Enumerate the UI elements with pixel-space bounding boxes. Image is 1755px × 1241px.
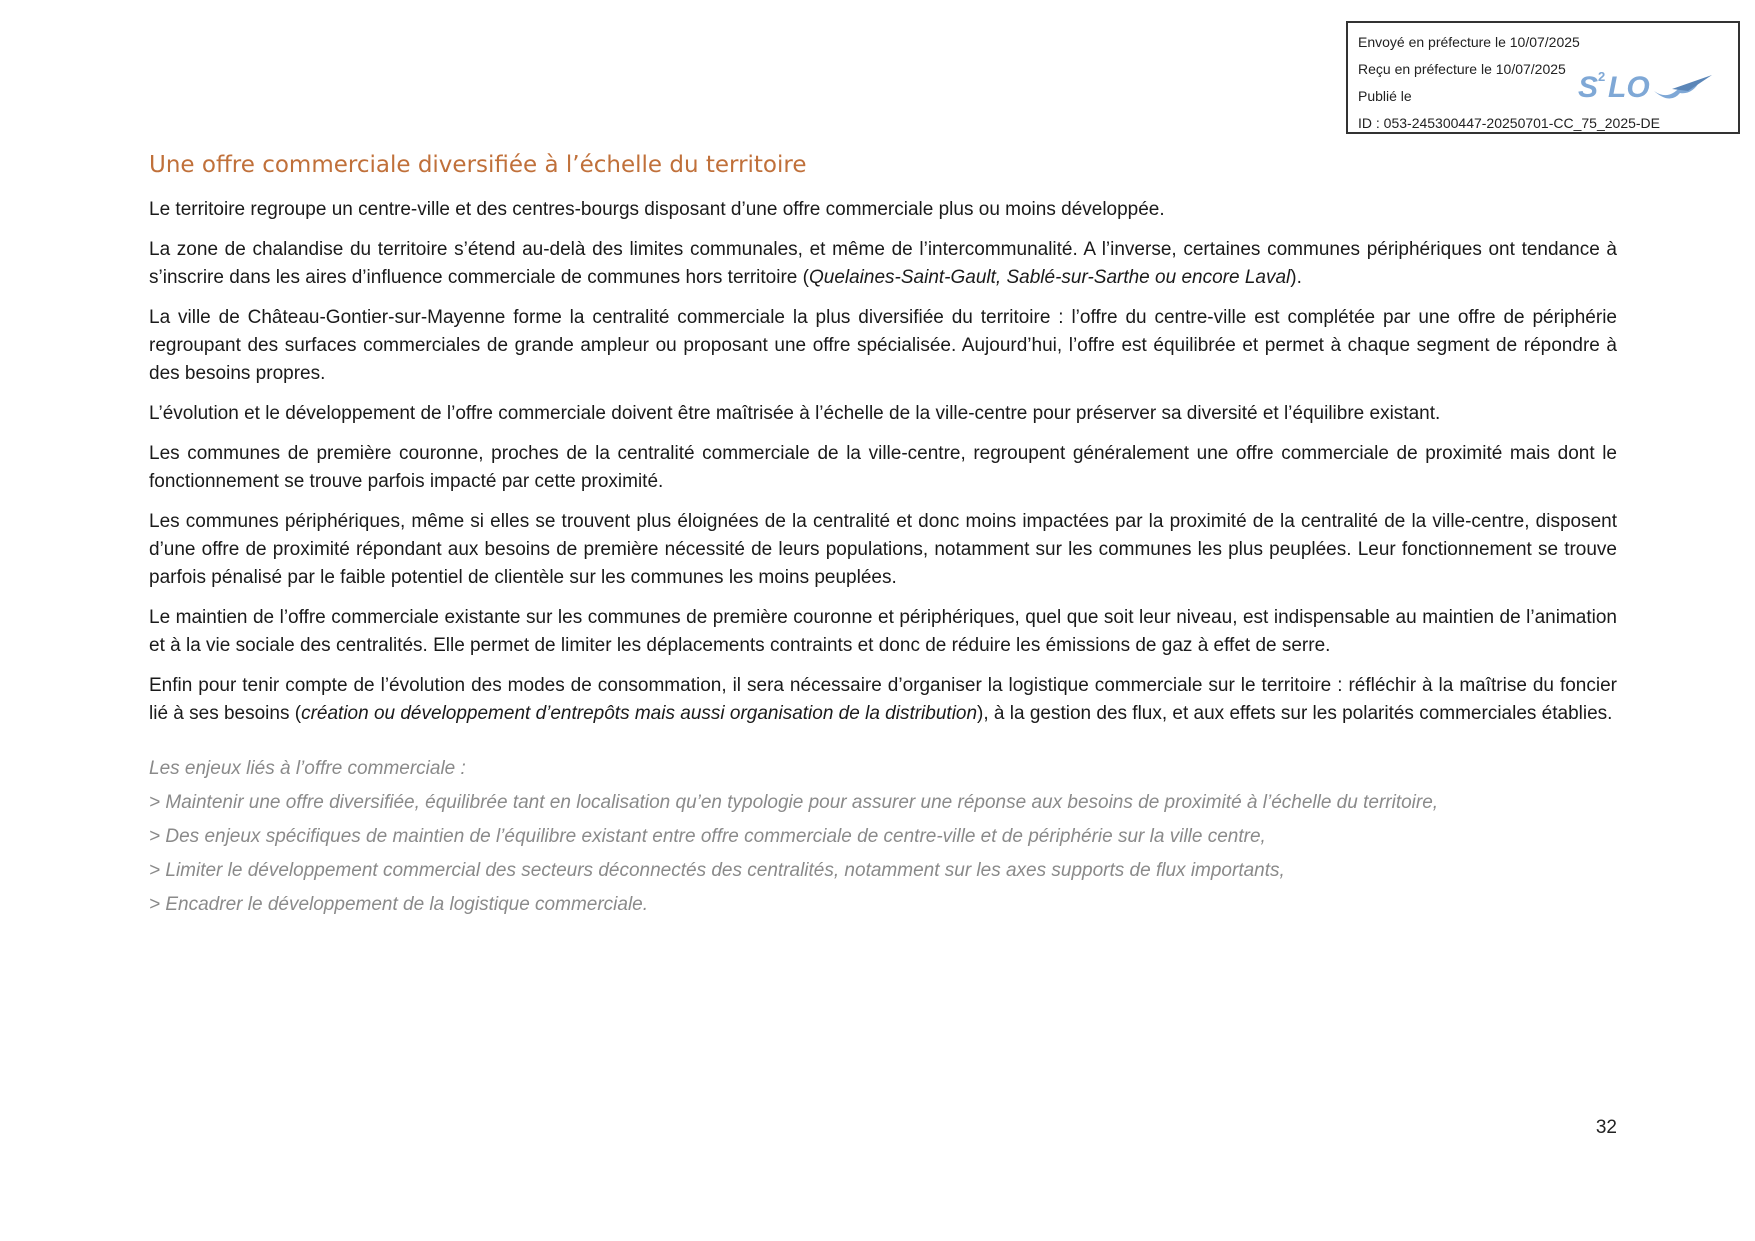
paragraph-text: Enfin pour tenir compte de l’évolution des modes de consommation, il sera nécessaire d’organiser la logistique commerciale sur le territoire : réfléchir à la maîtrise du foncier lié à ses besoins ( <box>149 675 1617 724</box>
svg-text:S: S <box>1578 71 1599 104</box>
svg-text:LO: LO <box>1608 71 1650 104</box>
paragraph-evolution: L’évolution et le développement de l’offre commerciale doivent être maîtrisée à l’échelle de la ville-centre pour préserver sa diversité et l’équilibre existant. <box>149 403 1441 424</box>
stamp-received-date: Reçu en préfecture le 10/07/2025 <box>1358 61 1566 77</box>
paragraph-text: La zone de chalandise du territoire s’étend au-delà des limites communales, et même de l’intercommunalité. A l’inverse, certaines communes périphériques ont tendance à s’inscrire dans les aires d’influence commerciale de communes hors territoire ( <box>149 239 1617 288</box>
paragraph-chateau-gontier: La ville de Château-Gontier-sur-Mayenne forme la centralité commerciale la plus diversifiée du territoire : l’offre du centre-ville est complétée par une offre de périphérie regroupant des surfaces commerciales de grande ampleur ou proposant une offre spécialisée. Aujourd’hui, l’offre est équilibrée et permet à chaque segment de répondre à des besoins propres. <box>149 307 1617 384</box>
paragraph-text: ). <box>1290 267 1302 288</box>
paragraph-territory: Le territoire regroupe un centre-ville et des centres-bourgs disposant d’une offre commerciale plus ou moins développée. <box>149 199 1165 220</box>
paragraph-text: ), à la gestion des flux, et aux effets sur les polarités commerciales établies. <box>977 703 1613 724</box>
paragraph-catchment-area <box>149 236 1617 292</box>
paragraph-first-ring: Les communes de première couronne, proches de la centralité commerciale de la ville-centre, regroupent généralement une offre commerciale de proximité mais dont le fonctionnement se trouve parfois impacté par cette proximité. <box>149 443 1617 492</box>
paragraph-emphasis: Quelaines-Saint-Gault, Sablé-sur-Sarthe ou encore Laval <box>808 267 1291 288</box>
page-number: 32 <box>1595 1117 1617 1138</box>
section-title: Une offre commerciale diversifiée à l’échelle du territoire <box>149 152 807 178</box>
s2lo-logo-icon <box>1576 65 1716 105</box>
svg-text:2: 2 <box>1598 69 1606 84</box>
prefecture-stamp <box>1346 21 1740 134</box>
stamp-published: Publié le <box>1358 88 1412 104</box>
paragraph-peripheral: Les communes périphériques, même si elles se trouvent plus éloignées de la centralité et donc moins impactées par la proximité de la centralité de la ville-centre, disposent d’une offre de proximité répondant aux besoins de première nécessité de leurs populations, notamment sur les communes les plus peuplées. Leur fonctionnement se trouve parfois pénalisé par le faible potentiel de clientèle sur les communes les moins peuplées. <box>149 511 1617 588</box>
stamp-sent-date: Envoyé en préfecture le 10/07/2025 <box>1358 34 1580 50</box>
document-body <box>149 148 1617 922</box>
list-item: > Des enjeux spécifiques de maintien de l’équilibre existant entre offre commerciale de centre-ville et de périphérie sur la ville centre, <box>149 826 1266 847</box>
list-item: > Maintenir une offre diversifiée, équilibrée tant en localisation qu’en typologie pour assurer une réponse aux besoins de proximité à l’échelle du territoire, <box>149 792 1439 813</box>
list-item: > Limiter le développement commercial des secteurs déconnectés des centralités, notamment sur les axes supports de flux importants, <box>149 860 1285 881</box>
stamp-id: ID : 053-245300447-20250701-CC_75_2025-DE <box>1358 115 1660 131</box>
issues-heading: Les enjeux liés à l’offre commerciale : <box>149 758 466 779</box>
paragraph-maintenance: Le maintien de l’offre commerciale existante sur les communes de première couronne et périphériques, quel que soit leur niveau, est indispensable au maintien de l’animation et à la vie sociale des centralités. Elle permet de limiter les déplacements contraints et donc de réduire les émissions de gaz à effet de serre. <box>149 607 1617 656</box>
paragraph-emphasis: création ou développement d’entrepôts mais aussi organisation de la distribution <box>301 703 978 724</box>
issues-list <box>149 752 1617 922</box>
list-item: > Encadrer le développement de la logistique commerciale. <box>149 894 649 915</box>
paragraph-logistics <box>149 672 1617 728</box>
